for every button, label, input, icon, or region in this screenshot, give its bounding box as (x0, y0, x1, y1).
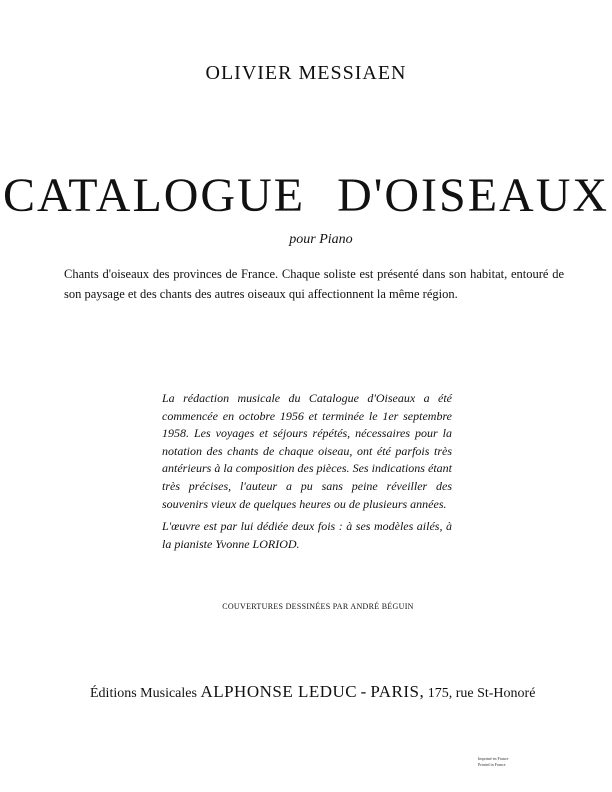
publisher-separator: - (360, 682, 367, 701)
composition-note (162, 390, 452, 558)
publisher-city: PARIS, (370, 682, 425, 701)
printed-line-fr: Imprimé en France (478, 756, 509, 761)
printed-line-en: Printed in France (478, 762, 506, 767)
description-paragraph: Chants d'oiseaux des provinces de France. Chaque soliste est présenté dans son habitat, entouré de son paysage et des chants des autres oiseaux qui affectionnent la même région. (64, 267, 564, 301)
cover-credit: COUVERTURES DESSINÉES PAR ANDRÉ BÉGUIN (222, 602, 414, 611)
page-title: CATALOGUE D'OISEAUX (2, 169, 610, 222)
publisher-name: ALPHONSE LEDUC (200, 682, 358, 701)
subtitle: pour Piano (289, 232, 353, 247)
publisher-prefix: Éditions Musicales (90, 686, 197, 701)
publisher-address: 175, rue St-Honoré (427, 686, 536, 701)
note-paragraph-dedication: L'œuvre est par lui dédiée deux fois : à ses modèles ailés, à la pianiste Yvonne LORIOD. (162, 519, 452, 551)
composer-name: OLIVIER MESSIAEN (205, 62, 407, 84)
note-paragraph-history: La rédaction musicale du Catalogue d'Oiseaux a été commencée en octobre 1956 et terminée le 1er septembre 1958. Les voyages et séjours répétés, nécessaires pour la notation des chants de chaque oiseau, ont été parfois très antérieurs à la composition des pièces. Ses indications étant très précises, l'auteur a pu sans peine réveiller des souvenirs vieux de quelques heures ou de plusieurs années. (162, 391, 452, 511)
publisher-line (90, 682, 536, 702)
printed-in-france-stamp (478, 756, 558, 768)
